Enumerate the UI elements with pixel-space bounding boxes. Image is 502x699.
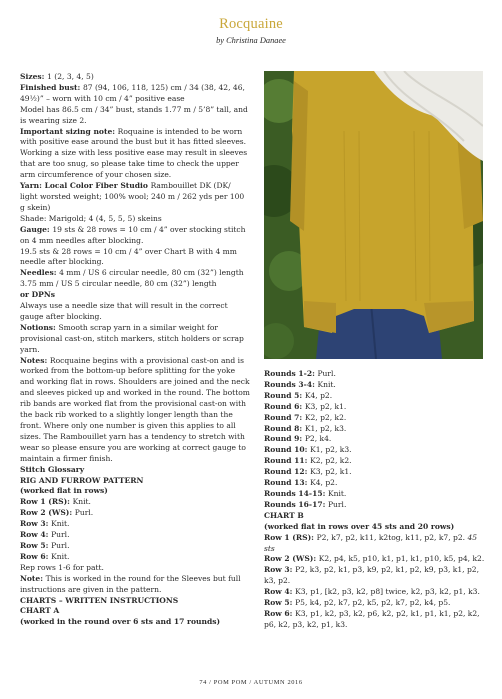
text-paragraph [20,563,250,574]
bold-label: (worked in the round over 6 sts and 17 rounds) [20,617,221,627]
text-paragraph [264,565,486,587]
text-paragraph [264,598,486,609]
sweater-photo [264,71,483,359]
text-run: Shade: Marigold; 4 (4, 5, 5, 5) skeins [20,213,162,223]
text-paragraph [20,268,250,279]
text-run: 3.75 mm / US 5 circular needle, 80 cm (32”) length [20,279,217,289]
bold-label: Round 9: [264,434,305,444]
text-paragraph [20,225,250,247]
bold-label: Round 7: [264,412,305,422]
text-run: Knit. [51,551,70,561]
bold-label: Round 12: [264,467,311,477]
text-run: K3, p2, k1. [304,401,347,411]
text-run: Rocquaine begins with a provisional cast-on and is worked from the bottom-up before splitting for the yoke and working flat in rows. Shoulders are joined and the neck and sleeves picked up and worked in the round. The bottom rib bands are worked flat from the provisional cast-on with the back rib worked to a slightly longer length than the front. Where only one number is given this applies to all sizes. The Rambouillet yarn has a tendency to stretch with wear so please ensure you are working at correct gauge to maintain a firmer finish. [20,355,250,463]
bold-label: (worked flat in rows) [20,486,108,496]
text-paragraph [264,500,486,511]
text-paragraph [20,214,250,225]
bold-label: Round 10: [264,445,311,455]
text-paragraph [20,519,250,530]
text-paragraph [264,380,486,391]
bold-label: Row 2 (WS): [264,554,319,564]
text-paragraph [20,574,250,596]
text-run: P2, k3, p2, k1, p3, k9, p2, k1, p2, k9, p3, k1, p2, k3, p2. [264,565,480,586]
designer-byline: by Christina Danaee [216,36,286,45]
bold-label: Sizes: [20,72,48,81]
bold-label: Rounds 16-17: [264,499,328,509]
bold-label: Row 6: [264,608,296,618]
text-paragraph [264,445,486,456]
bold-label: Important sizing note: [20,126,118,136]
bold-label: Notes: [20,355,50,365]
bold-label: Note: [20,573,46,583]
text-paragraph [20,508,250,519]
text-paragraph [20,606,250,617]
text-paragraph [20,105,250,127]
bold-label: Round 5: [264,390,305,400]
text-paragraph [20,596,250,607]
bold-label: RIG AND FURROW PATTERN [20,475,144,485]
text-paragraph [264,511,486,522]
text-paragraph [20,279,250,290]
bold-label: Row 3: [264,565,296,575]
text-paragraph [20,497,250,508]
text-paragraph [20,290,250,301]
bold-label: Round 11: [264,456,311,466]
text-paragraph [20,552,250,563]
bold-label: Needles: [20,268,60,278]
text-paragraph [20,541,250,552]
text-run: Rep rows 1-6 for patt. [20,562,104,572]
text-run: Rambouillet DK (DK/ light worsted weight; 100% wool; 240 m / 262 yds per 100 g skein) [20,181,245,212]
text-paragraph [264,467,486,478]
text-paragraph [20,356,250,465]
text-paragraph [20,465,250,476]
bold-label: Row 4: [20,530,52,540]
text-run: Purl. [51,540,70,550]
chart-instructions-column [264,369,486,631]
bold-label: Row 2 (WS): [20,508,75,518]
bold-label: Row 6: [20,551,52,561]
text-paragraph [264,402,486,413]
text-run: 45 sts [264,532,478,553]
text-paragraph [20,247,250,269]
bold-label: Round 8: [264,423,305,433]
text-paragraph [264,434,486,445]
bold-label: Round 13: [264,478,311,488]
bold-label: Row 3: [20,519,52,529]
text-run: Purl. [317,369,336,378]
bold-label: (worked flat in rows over 45 sts and 20 rows) [264,521,455,531]
text-paragraph [264,424,486,435]
text-run: K3, p1, [k2, p3, k2, p8] twice, k2, p3, k2, p1, k3. [295,587,480,597]
text-run: K3, p2, k1. [310,467,352,477]
bold-label: Row 5: [20,540,52,550]
bold-label: Notions: [20,322,59,332]
text-run: K4, p2. [310,478,338,488]
bold-label: CHART A [20,606,60,616]
bold-label: Row 1 (RS): [20,497,73,507]
text-run: K1, p2, k3. [304,423,347,433]
text-paragraph [264,369,486,380]
text-run: Purl. [74,508,94,518]
text-paragraph [264,391,486,402]
bold-label: Finished bust: [20,82,83,92]
text-run: 19.5 sts & 28 rows = 10 cm / 4” over Chart B with 4 mm needle after blocking. [20,246,237,267]
text-run: P2, k4. [304,434,332,444]
bold-label: Row 1 (RS): [264,532,317,542]
text-paragraph [20,127,250,182]
bold-label: Rounds 3-4: [264,379,318,389]
text-run: P2, k7, p2, k11, k2tog, k11, p2, k7, p2. [316,532,468,542]
text-run: Knit. [317,379,336,389]
pattern-title: Rocquaine [219,16,283,32]
text-run: 4 mm / US 6 circular needle, 80 cm (32”) length [59,268,244,278]
text-run: Knit. [327,488,347,498]
text-run: This is worked in the round for the Sleeves but full instructions are given in the pattern. [20,573,241,594]
bold-label: Stitch Glossary [20,464,85,474]
text-run: K2, p2, k2. [310,456,352,466]
text-run: Knit. [51,519,70,529]
text-paragraph [20,617,250,628]
text-paragraph [20,181,250,214]
bold-label: or DPNs [20,290,56,300]
text-paragraph [20,83,250,105]
text-paragraph [20,530,250,541]
text-run: Purl. [327,499,347,509]
text-run: 87 (94, 106, 118, 125) cm / 34 (38, 42, 46, 49½)” – worn with 10 cm / 4” positive ease [20,82,245,103]
text-paragraph [20,476,250,487]
text-paragraph [264,554,486,565]
bold-label: Rounds 14-15: [264,488,328,498]
text-run: 19 sts & 28 rows = 10 cm / 4” over stocking stitch on 4 mm needles after blocking. [20,224,246,245]
bold-label: CHARTS – WRITTEN INSTRUCTIONS [20,595,179,605]
text-run: K2, p2, k2. [304,412,347,422]
text-paragraph [264,533,486,555]
bold-label: Row 4: [264,587,296,597]
text-run: Model has 86.5 cm / 34” bust, stands 1.77 m / 5’8” tall, and is wearing size 2. [20,104,248,125]
text-paragraph [264,489,486,500]
text-paragraph [264,587,486,598]
text-paragraph [264,456,486,467]
text-paragraph [20,486,250,497]
bold-label: Yarn: Local Color Fiber Studio [20,181,151,191]
text-run: Always use a needle size that will result in the correct gauge after blocking. [20,301,228,321]
text-paragraph [264,609,486,631]
text-paragraph [20,323,250,356]
bold-label: Round 6: [264,401,305,411]
text-paragraph [264,522,486,533]
text-run: K3, p1, k2, p3, k2, p6, k2, p2, k1, p1, k1, p2, k2, p6, k2, p3, k2, p1, k3. [264,608,480,629]
text-paragraph [264,478,486,489]
bold-label: Gauge: [20,224,53,234]
text-run: P5, k4, p2, k7, p2, k5, p2, k7, p2, k4, p5. [295,598,451,608]
text-run: Roquaine is intended to be worn with positive ease around the bust but it has fitted sleeves. Working a size with less positive ease may result in sleeves that are too snug, so please take time to check the upper arm circumference of your chosen size. [20,126,248,180]
bold-label: Rounds 1-2: [264,369,318,378]
text-run: K1, p2, k3. [310,445,352,455]
text-paragraph [20,72,250,83]
bold-label: Row 5: [264,598,296,608]
text-paragraph [20,301,250,323]
page-footer: 74 / POM POM / AUTUMN 2016 [199,679,303,686]
pattern-details-column [20,72,250,628]
text-run: Purl. [51,530,70,540]
text-run: Smooth scrap yarn in a similar weight for provisional cast-on, stitch markers, stitch holders or scrap yarn. [20,322,244,354]
text-paragraph [264,413,486,424]
text-run: K2, p4, k5, p10, k1, p1, k1, p10, k5, p4, k2. [318,554,485,564]
text-run: Knit. [72,497,91,507]
text-run: 1 (2, 3, 4, 5) [47,72,94,81]
bold-label: CHART B [264,510,304,520]
text-run: K4, p2. [304,390,333,400]
